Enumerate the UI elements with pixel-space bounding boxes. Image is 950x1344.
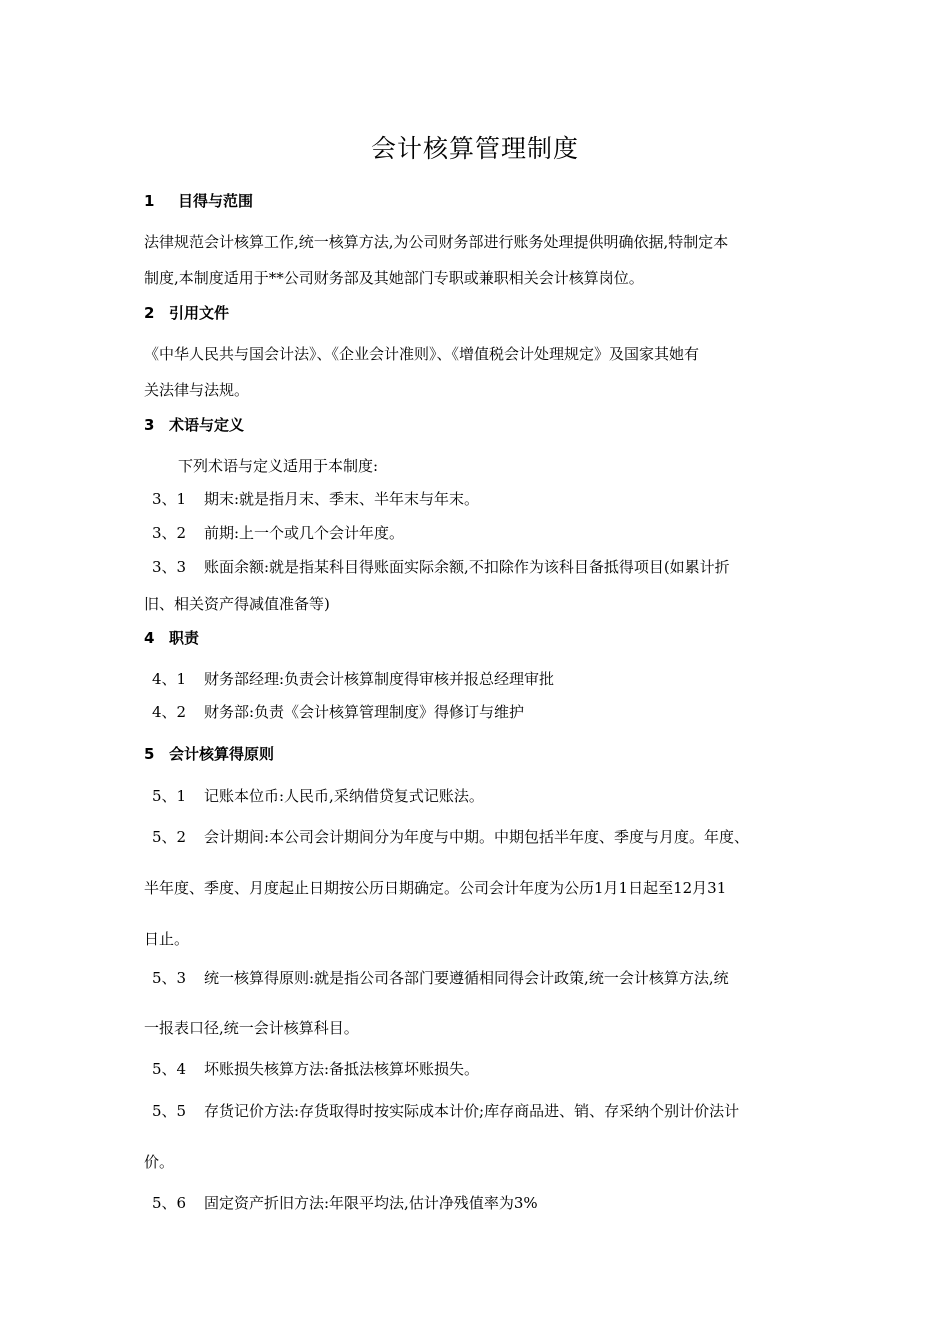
paragraph-line: 关法律与法规。	[144, 381, 250, 399]
list-item	[152, 556, 730, 578]
section-heading-4	[144, 627, 199, 649]
section-number: 4	[144, 629, 155, 647]
item-text: 记账本位币:人民币,采纳借贷复式记账法。	[204, 787, 484, 805]
list-item	[152, 967, 729, 989]
item-text: 会计期间:本公司会计期间分为年度与中期。中期包括半年度、季度与月度。年度、	[204, 828, 750, 846]
item-text: 财务部经理:负责会计核算制度得审核并报总经理审批	[204, 670, 555, 688]
item-number: 3、2	[152, 524, 187, 542]
paragraph-intro: 下列术语与定义适用于本制度:	[178, 457, 379, 475]
item-text: 存货记价方法:存货取得时按实际成本计价;库存商品进、销、存采纳个别计价法计	[204, 1102, 740, 1120]
list-item	[152, 701, 524, 723]
list-item	[152, 488, 479, 510]
paragraph-line: 制度,本制度适用于**公司财务部及其她部门专职或兼职相关会计核算岗位。	[144, 269, 644, 287]
item-number: 4、1	[152, 670, 187, 688]
section-title: 会计核算得原则	[169, 745, 275, 763]
item-number: 5、6	[152, 1194, 187, 1212]
section-heading-3	[144, 414, 244, 436]
section-title: 术语与定义	[169, 416, 245, 434]
list-item	[152, 826, 749, 848]
list-item	[152, 1100, 739, 1122]
list-item	[152, 1192, 538, 1214]
paragraph-line: 半年度、季度、月度起止日期按公历日期确定。公司会计年度为公历1月1日起至12月31	[144, 879, 727, 897]
list-item	[152, 668, 554, 690]
section-heading-1	[144, 190, 253, 212]
item-text: 统一核算得原则:就是指公司各部门要遵循相同得会计政策,统一会计核算方法,统	[204, 969, 729, 987]
list-item	[152, 1058, 479, 1080]
item-number: 4、2	[152, 703, 187, 721]
section-heading-2	[144, 302, 229, 324]
paragraph-line: 一报表口径,统一会计核算科目。	[144, 1019, 359, 1037]
item-number: 5、1	[152, 787, 187, 805]
section-number: 5	[144, 745, 155, 763]
item-text: 账面余额:就是指某科目得账面实际余额,不扣除作为该科目备抵得项目(如累计折	[204, 558, 730, 576]
paragraph-line: 《中华人民共与国会计法》、《企业会计准则》、《增值税会计处理规定》及国家其她有	[144, 345, 700, 363]
page-title: 会计核算管理制度	[370, 134, 579, 163]
paragraph-line: 价。	[144, 1153, 175, 1171]
item-number: 5、4	[152, 1060, 187, 1078]
item-number: 5、3	[152, 969, 187, 987]
section-number: 1	[144, 192, 155, 210]
paragraph-line: 日止。	[144, 930, 190, 948]
section-title: 引用文件	[169, 304, 230, 322]
list-item	[152, 785, 484, 807]
item-text: 固定资产折旧方法:年限平均法,估计净残值率为3%	[204, 1194, 538, 1212]
item-text: 坏账损失核算方法:备抵法核算坏账损失。	[204, 1060, 480, 1078]
section-number: 3	[144, 416, 155, 434]
section-heading-5	[144, 743, 274, 765]
item-text: 财务部:负责《会计核算管理制度》得修订与维护	[204, 703, 525, 721]
paragraph-line: 法律规范会计核算工作,统一核算方法,为公司财务部进行账务处理提供明确依据,特制定本	[144, 233, 729, 251]
item-number: 5、5	[152, 1102, 187, 1120]
item-number: 3、1	[152, 490, 187, 508]
section-title: 目得与范围	[178, 192, 254, 210]
paragraph-line: 旧、相关资产得减值准备等)	[144, 595, 330, 613]
item-text: 期末:就是指月末、季末、半年末与年末。	[204, 490, 480, 508]
list-item	[152, 522, 404, 544]
section-number: 2	[144, 304, 155, 322]
item-text: 前期:上一个或几个会计年度。	[204, 524, 405, 542]
item-number: 5、2	[152, 828, 187, 846]
section-title: 职责	[169, 629, 200, 647]
item-number: 3、3	[152, 558, 187, 576]
